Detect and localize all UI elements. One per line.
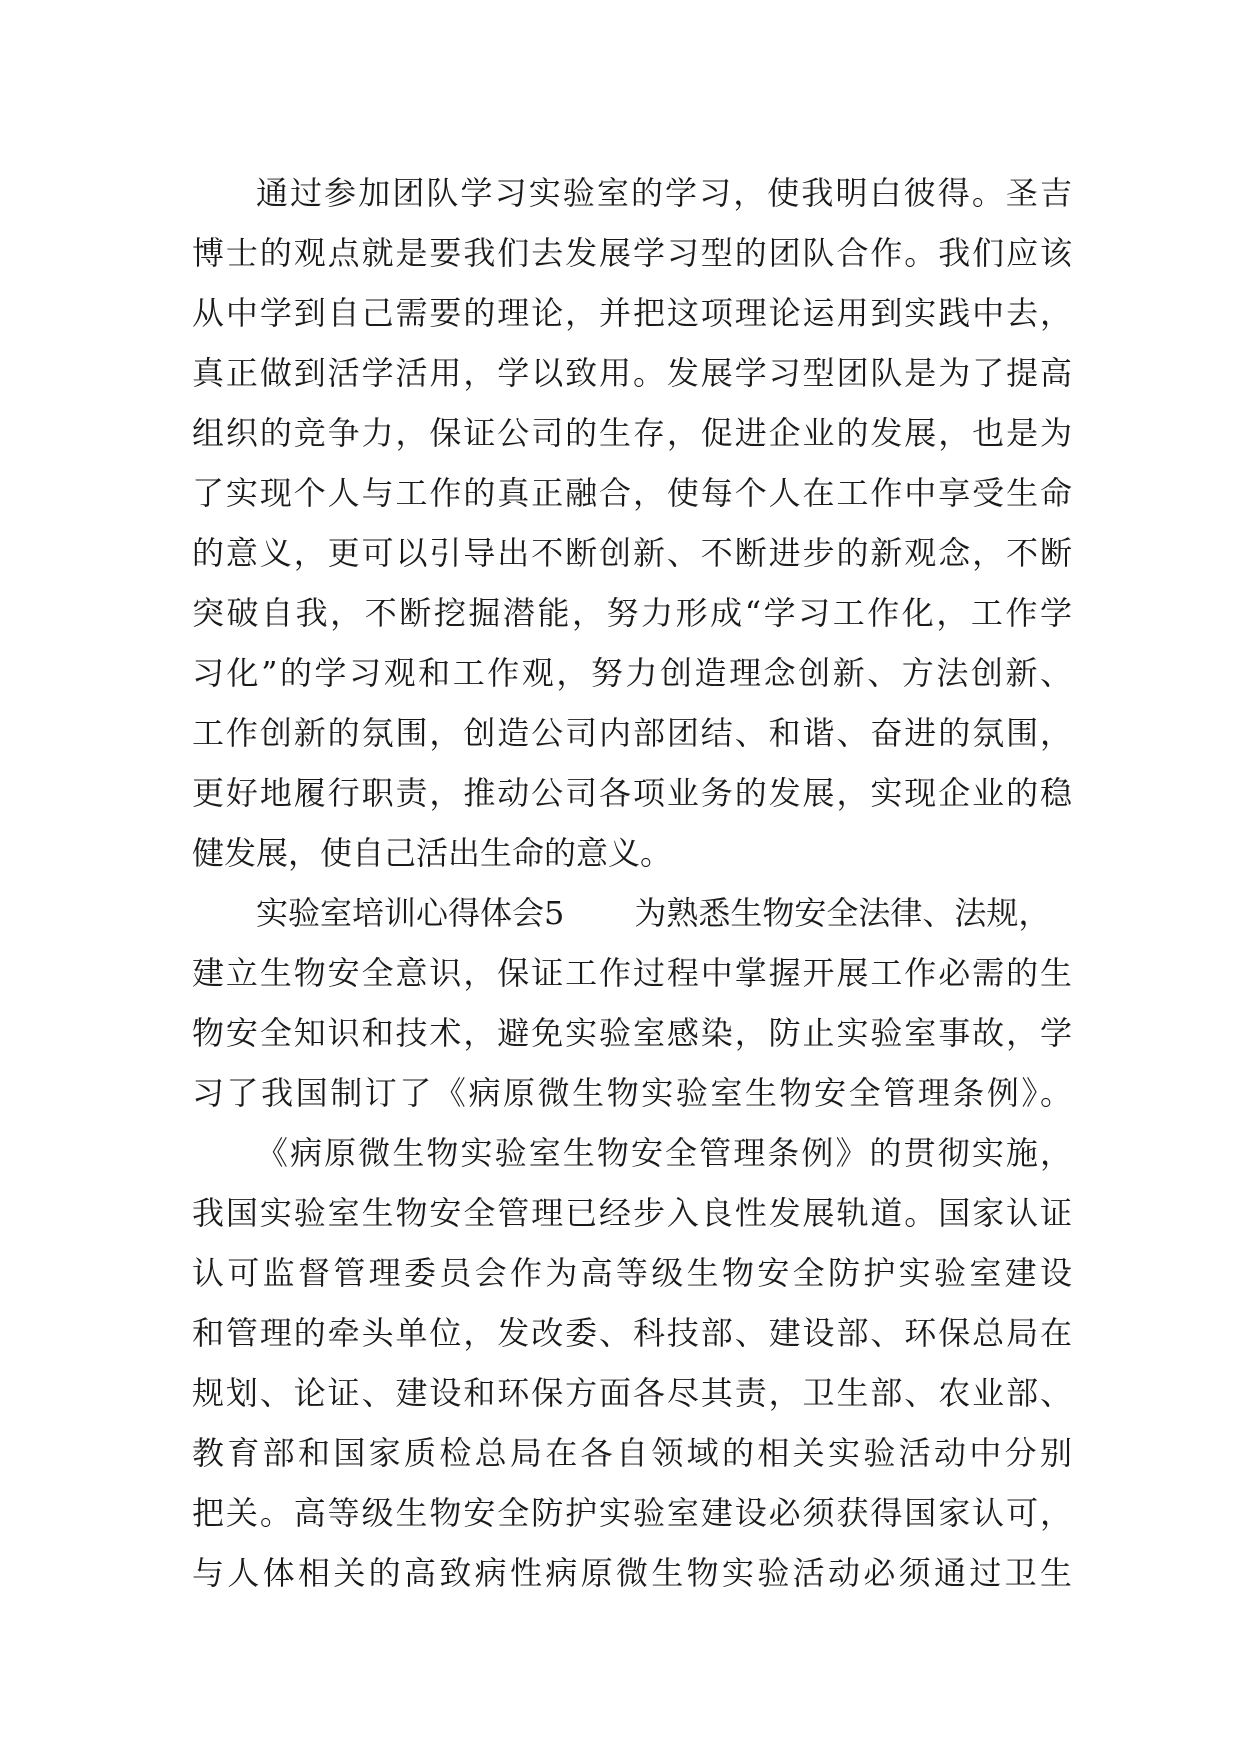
- paragraph-line: 习化”的学习观和工作观，努力创造理念创新、方法创新、: [192, 654, 1072, 692]
- section-heading: 实验室培训心得体会5: [256, 894, 565, 932]
- paragraph-line: 健发展，使自己活出生命的意义。: [192, 834, 673, 872]
- paragraph-line: 从中学到自己需要的理论，并把这项理论运用到实践中去，: [192, 294, 1072, 332]
- paragraph-line: 认可监督管理委员会作为高等级生物安全防护实验室建设: [192, 1254, 1072, 1292]
- paragraph-line: 建立生物安全意识，保证工作过程中掌握开展工作必需的生: [192, 954, 1072, 992]
- paragraph-line: 了实现个人与工作的真正融合，使每个人在工作中享受生命: [192, 474, 1072, 512]
- paragraph-line: 通过参加团队学习实验室的学习，使我明白彼得。圣吉: [256, 174, 1072, 212]
- paragraph-line: 组织的竞争力，保证公司的生存，促进企业的发展，也是为: [192, 414, 1072, 452]
- paragraph-line: 真正做到活学活用，学以致用。发展学习型团队是为了提高: [192, 354, 1072, 392]
- paragraph-line: 《病原微生物实验室生物安全管理条例》的贯彻实施，: [256, 1134, 1072, 1172]
- paragraph-line: 和管理的牵头单位，发改委、科技部、建设部、环保总局在: [192, 1314, 1072, 1352]
- paragraph-text: 为熟悉生物安全法律、法规，: [634, 894, 1051, 932]
- document-body: [192, 163, 1072, 1603]
- section-heading-line: [192, 883, 1072, 943]
- paragraph-line: 我国实验室生物安全管理已经步入良性发展轨道。国家认证: [192, 1194, 1072, 1232]
- paragraph-line: 博士的观点就是要我们去发展学习型的团队合作。我们应该: [192, 234, 1072, 272]
- paragraph-line: 习了我国制订了《病原微生物实验室生物安全管理条例》。: [192, 1074, 1072, 1112]
- paragraph-line: 与人体相关的高致病性病原微生物实验活动必须通过卫生: [192, 1554, 1072, 1592]
- paragraph-line: 教育部和国家质检总局在各自领域的相关实验活动中分别: [192, 1434, 1072, 1472]
- paragraph-line: 物安全知识和技术，避免实验室感染，防止实验室事故，学: [192, 1014, 1072, 1052]
- paragraph-line: 规划、论证、建设和环保方面各尽其责，卫生部、农业部、: [192, 1374, 1072, 1412]
- paragraph-line: 更好地履行职责，推动公司各项业务的发展，实现企业的稳: [192, 774, 1072, 812]
- paragraph-line: 工作创新的氛围，创造公司内部团结、和谐、奋进的氛围，: [192, 714, 1072, 752]
- paragraph-line: 把关。高等级生物安全防护实验室建设必须获得国家认可，: [192, 1494, 1072, 1532]
- paragraph-line: 突破自我，不断挖掘潜能，努力形成“学习工作化，工作学: [192, 594, 1072, 632]
- paragraph-line: 的意义，更可以引导出不断创新、不断进步的新观念，不断: [192, 534, 1072, 572]
